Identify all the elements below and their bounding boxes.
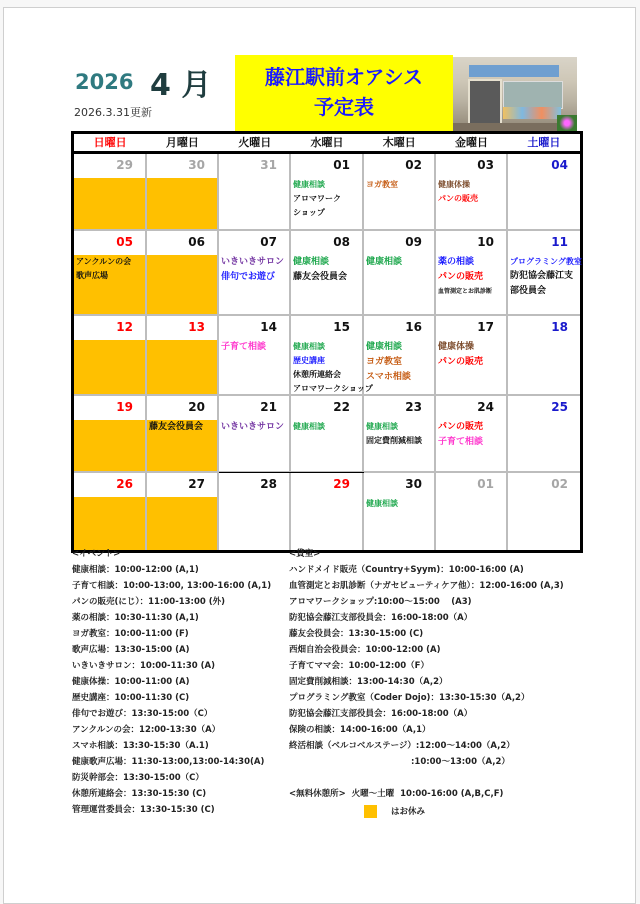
free-rest-hours: 10:00-16:00 (A,B,C,F) bbox=[400, 789, 504, 799]
day-number: 30 bbox=[405, 477, 422, 491]
event-label: 健康相談 bbox=[366, 499, 398, 508]
event-label: 薬の相談 bbox=[438, 257, 475, 267]
day-number: 04 bbox=[551, 158, 568, 172]
event-label: 血管測定とお肌診断 bbox=[438, 288, 493, 295]
day-number: 24 bbox=[477, 400, 494, 414]
free-rest-days: 火曜～土曜 bbox=[351, 789, 395, 799]
day-number: 29 bbox=[333, 477, 350, 491]
holiday-legend bbox=[289, 804, 564, 820]
event-label: 俳句でお遊び bbox=[221, 272, 276, 282]
day-cell bbox=[291, 231, 364, 316]
day-cell bbox=[74, 154, 147, 231]
holiday-swatch bbox=[364, 805, 377, 818]
event-label: いきいきサロン bbox=[221, 257, 285, 267]
event-label: 健康相談 bbox=[293, 342, 325, 351]
day-number: 22 bbox=[333, 400, 350, 414]
day-number: 23 bbox=[405, 400, 422, 414]
event-label: 固定費削減相談 bbox=[366, 436, 422, 445]
day-cell bbox=[147, 396, 219, 473]
weekday-2: 火曜日 bbox=[238, 136, 272, 149]
day-cell bbox=[74, 316, 147, 396]
day-cell bbox=[74, 473, 147, 550]
day-number: 03 bbox=[477, 158, 494, 172]
event-label: 歴史講座 bbox=[293, 356, 325, 365]
rental-continuation: :10:00～13:00（A,2） bbox=[411, 757, 510, 767]
event-label: 子育て相談 bbox=[221, 342, 267, 352]
day-number: 20 bbox=[188, 400, 205, 414]
day-cell bbox=[219, 316, 291, 396]
holiday-fill bbox=[147, 497, 217, 550]
event-label: 健康相談 bbox=[366, 257, 403, 267]
photo-mural bbox=[503, 107, 561, 119]
weekday-4: 木曜日 bbox=[382, 136, 416, 149]
day-cell bbox=[291, 396, 364, 473]
event-list-item: 歴史講座：10:00-11:30 (C) bbox=[72, 693, 190, 703]
event-label: 健康相談 bbox=[293, 180, 325, 189]
event-label: アロマワーク bbox=[293, 194, 341, 203]
event-list-item: 防災幹部会：13:30-15:00（C） bbox=[72, 773, 204, 783]
free-rest-line bbox=[289, 786, 564, 802]
day-number: 31 bbox=[260, 158, 277, 172]
event-list-item: 健康歌声広場：11:30-13:00,13:00-14:30(A) bbox=[72, 757, 265, 767]
day-cell bbox=[219, 231, 291, 316]
day-cell bbox=[364, 231, 436, 316]
day-number: 02 bbox=[551, 477, 568, 491]
event-list-item: 健康相談：10:00-12:00 (A,1) bbox=[72, 565, 199, 575]
event-label: 健康相談 bbox=[293, 257, 330, 267]
day-number: 18 bbox=[551, 320, 568, 334]
calendar-grid bbox=[71, 131, 583, 553]
rental-list-item: 西畑自治会役員会：10:00-12:00 (A) bbox=[289, 645, 441, 655]
day-number: 05 bbox=[116, 235, 133, 249]
weekday-1: 月曜日 bbox=[165, 136, 199, 149]
day-cell bbox=[291, 154, 364, 231]
event-list-item: 子育て相談：10:00-13:00, 13:00-16:00 (A,1) bbox=[72, 581, 272, 591]
event-label: ヨガ教室 bbox=[366, 357, 403, 367]
event-label: スマホ相談 bbox=[366, 372, 411, 382]
event-list-item: 健康体操：10:00-11:00 (A) bbox=[72, 677, 190, 687]
event-label: 防犯協会藤江支 bbox=[510, 271, 574, 281]
holiday-fill bbox=[147, 255, 217, 314]
rental-list-item: 防犯協会藤江支部役員会：16:00-18:00（A） bbox=[289, 709, 473, 719]
holiday-fill bbox=[147, 340, 217, 394]
day-number: 27 bbox=[188, 477, 205, 491]
day-cell bbox=[147, 154, 219, 231]
title-line-2: 予定表 bbox=[314, 95, 374, 119]
day-number: 12 bbox=[116, 320, 133, 334]
day-number: 16 bbox=[405, 320, 422, 334]
day-cell bbox=[508, 316, 580, 396]
event-label: 藤友会役員会 bbox=[149, 422, 204, 432]
event-label: プログラミング教室 bbox=[510, 257, 582, 266]
day-cell bbox=[508, 473, 580, 550]
rental-list-item: 終活相談（ベルコベルステージ）:12:00～14:00（A,2） bbox=[289, 741, 515, 751]
rental-list-item: アロマワークショップ:10:00～15:00 (A3) bbox=[289, 597, 472, 607]
events-list bbox=[72, 546, 271, 818]
day-cell bbox=[219, 154, 291, 231]
event-label: 休憩所連絡会 bbox=[293, 370, 341, 379]
day-cell bbox=[147, 473, 219, 550]
event-list-item: いきいきサロン：10:00-11:30 (A) bbox=[72, 661, 215, 671]
event-label: アンクルンの会 bbox=[76, 257, 132, 266]
day-number: 21 bbox=[260, 400, 277, 414]
rental-heading: <貸室> bbox=[289, 549, 321, 559]
weekday-6: 土曜日 bbox=[527, 136, 561, 149]
day-number: 06 bbox=[188, 235, 205, 249]
weekday-5: 金曜日 bbox=[455, 136, 489, 149]
day-number: 30 bbox=[188, 158, 205, 172]
day-cell bbox=[219, 473, 291, 550]
day-number: 01 bbox=[333, 158, 350, 172]
rental-list-item: 血管測定とお肌診断（ナガセビューティケア他）：12:00-16:00 (A,3) bbox=[289, 581, 564, 591]
day-number: 07 bbox=[260, 235, 277, 249]
event-list-item: スマホ相談：13:30-15:30（A.1) bbox=[72, 741, 209, 751]
event-label: 歌声広場 bbox=[76, 271, 108, 280]
rental-list-item: 子育てママ会：10:00-12:00（F） bbox=[289, 661, 429, 671]
event-list-item: パンの販売(にじ）：11:00-13:00 (外) bbox=[72, 597, 226, 607]
event-label: いきいきサロン bbox=[221, 422, 285, 432]
day-number: 25 bbox=[551, 400, 568, 414]
rental-list-item: プログラミング教室（Coder Dojo)：13:30-15:30（A,2） bbox=[289, 693, 530, 703]
event-label: ヨガ教室 bbox=[366, 180, 398, 189]
day-cell bbox=[436, 154, 508, 231]
event-list-item: 管理運営委員会：13:30-15:30 (C) bbox=[72, 805, 215, 815]
day-cell bbox=[364, 154, 436, 231]
day-cell bbox=[436, 396, 508, 473]
weekday-3: 水曜日 bbox=[310, 136, 344, 149]
holiday-fill bbox=[147, 178, 217, 229]
event-label: 健康相談 bbox=[293, 422, 325, 431]
free-rest-label: <無料休憩所> bbox=[289, 789, 346, 799]
photo-banner bbox=[469, 65, 559, 77]
day-number: 29 bbox=[116, 158, 133, 172]
rental-list-item: ハンドメイド販売（Country+Syym)：10:00-16:00 (A) bbox=[289, 565, 524, 575]
event-label: パンの販売 bbox=[438, 272, 484, 282]
day-cell bbox=[74, 231, 147, 316]
holiday-fill bbox=[74, 420, 145, 471]
day-cell bbox=[364, 473, 436, 550]
day-number: 09 bbox=[405, 235, 422, 249]
event-label: パンの販売 bbox=[438, 422, 484, 432]
event-label: 健康相談 bbox=[366, 342, 403, 352]
month: 4 月 bbox=[150, 68, 212, 103]
day-number: 17 bbox=[477, 320, 494, 334]
event-label: パンの販売 bbox=[438, 194, 478, 203]
holiday-fill bbox=[74, 340, 145, 394]
day-cell bbox=[219, 396, 291, 473]
event-list-item: ヨガ教室：10:00-11:00 (F) bbox=[72, 629, 189, 639]
photo-door bbox=[468, 79, 502, 129]
rental-list bbox=[289, 546, 564, 820]
day-number: 10 bbox=[477, 235, 494, 249]
rental-list-item: 防犯協会藤江支部役員会：16:00-18:00（A） bbox=[289, 613, 473, 623]
day-number: 19 bbox=[116, 400, 133, 414]
updated-date: 2026.3.31更新 bbox=[74, 106, 152, 119]
event-label: 部役員会 bbox=[510, 286, 547, 296]
day-number: 02 bbox=[405, 158, 422, 172]
day-cell bbox=[291, 473, 364, 550]
weekday-header bbox=[74, 134, 580, 154]
event-label: ショップ bbox=[293, 208, 325, 217]
day-cell bbox=[508, 396, 580, 473]
photo-window bbox=[503, 81, 563, 109]
day-cell bbox=[436, 473, 508, 550]
weekday-0: 日曜日 bbox=[93, 136, 127, 149]
day-cell bbox=[147, 316, 219, 396]
day-number: 13 bbox=[188, 320, 205, 334]
day-number: 11 bbox=[551, 235, 568, 249]
photo-flowers bbox=[557, 115, 577, 131]
event-list-item: 歌声広場：13:30-15:00 (A) bbox=[72, 645, 190, 655]
day-cell bbox=[364, 316, 436, 396]
day-cell bbox=[436, 231, 508, 316]
day-cell bbox=[291, 316, 373, 396]
holiday-fill bbox=[74, 497, 145, 550]
day-cell bbox=[74, 396, 147, 473]
day-cell bbox=[436, 316, 508, 396]
event-label: アロマワークショップ bbox=[293, 384, 373, 393]
day-number: 08 bbox=[333, 235, 350, 249]
title-banner bbox=[235, 55, 453, 131]
event-list-item: アンクルンの会：12:00-13:30（A） bbox=[72, 725, 221, 735]
title-line-1: 藤江駅前オアシス bbox=[265, 65, 423, 89]
event-label: 健康体操 bbox=[438, 342, 475, 352]
day-number: 01 bbox=[477, 477, 494, 491]
day-number: 26 bbox=[116, 477, 133, 491]
holiday-legend-text: はお休み bbox=[391, 807, 426, 817]
event-list-item: 薬の相談：10:30-11:30 (A,1) bbox=[72, 613, 199, 623]
day-number: 15 bbox=[333, 320, 350, 334]
day-cell bbox=[364, 396, 436, 473]
day-cell bbox=[508, 231, 580, 316]
event-label: 健康体操 bbox=[438, 180, 470, 189]
events-heading: <イベント> bbox=[72, 549, 121, 559]
station-photo bbox=[453, 57, 577, 131]
year: 2026 bbox=[75, 70, 134, 94]
rental-list-item: 藤友会役員会：13:30-15:00 (C) bbox=[289, 629, 424, 639]
event-label: 子育て相談 bbox=[438, 437, 484, 447]
day-number: 28 bbox=[260, 477, 277, 491]
rental-list-item: 保険の相談：14:00-16:00（A,1） bbox=[289, 725, 431, 735]
event-label: 健康相談 bbox=[366, 422, 398, 431]
row-separator bbox=[219, 472, 364, 473]
holiday-fill bbox=[74, 178, 145, 229]
day-cell bbox=[147, 231, 219, 316]
event-list-item: 俳句でお遊び：13:30-15:00（C） bbox=[72, 709, 213, 719]
event-label: パンの販売 bbox=[438, 357, 484, 367]
event-label: 藤友会役員会 bbox=[293, 272, 348, 282]
event-list-item: 休憩所連絡会：13:30-15:30 (C) bbox=[72, 789, 207, 799]
day-number: 14 bbox=[260, 320, 277, 334]
rental-list-item: 固定費削減相談：13:00-14:30（A,2） bbox=[289, 677, 448, 687]
day-cell bbox=[508, 154, 580, 231]
